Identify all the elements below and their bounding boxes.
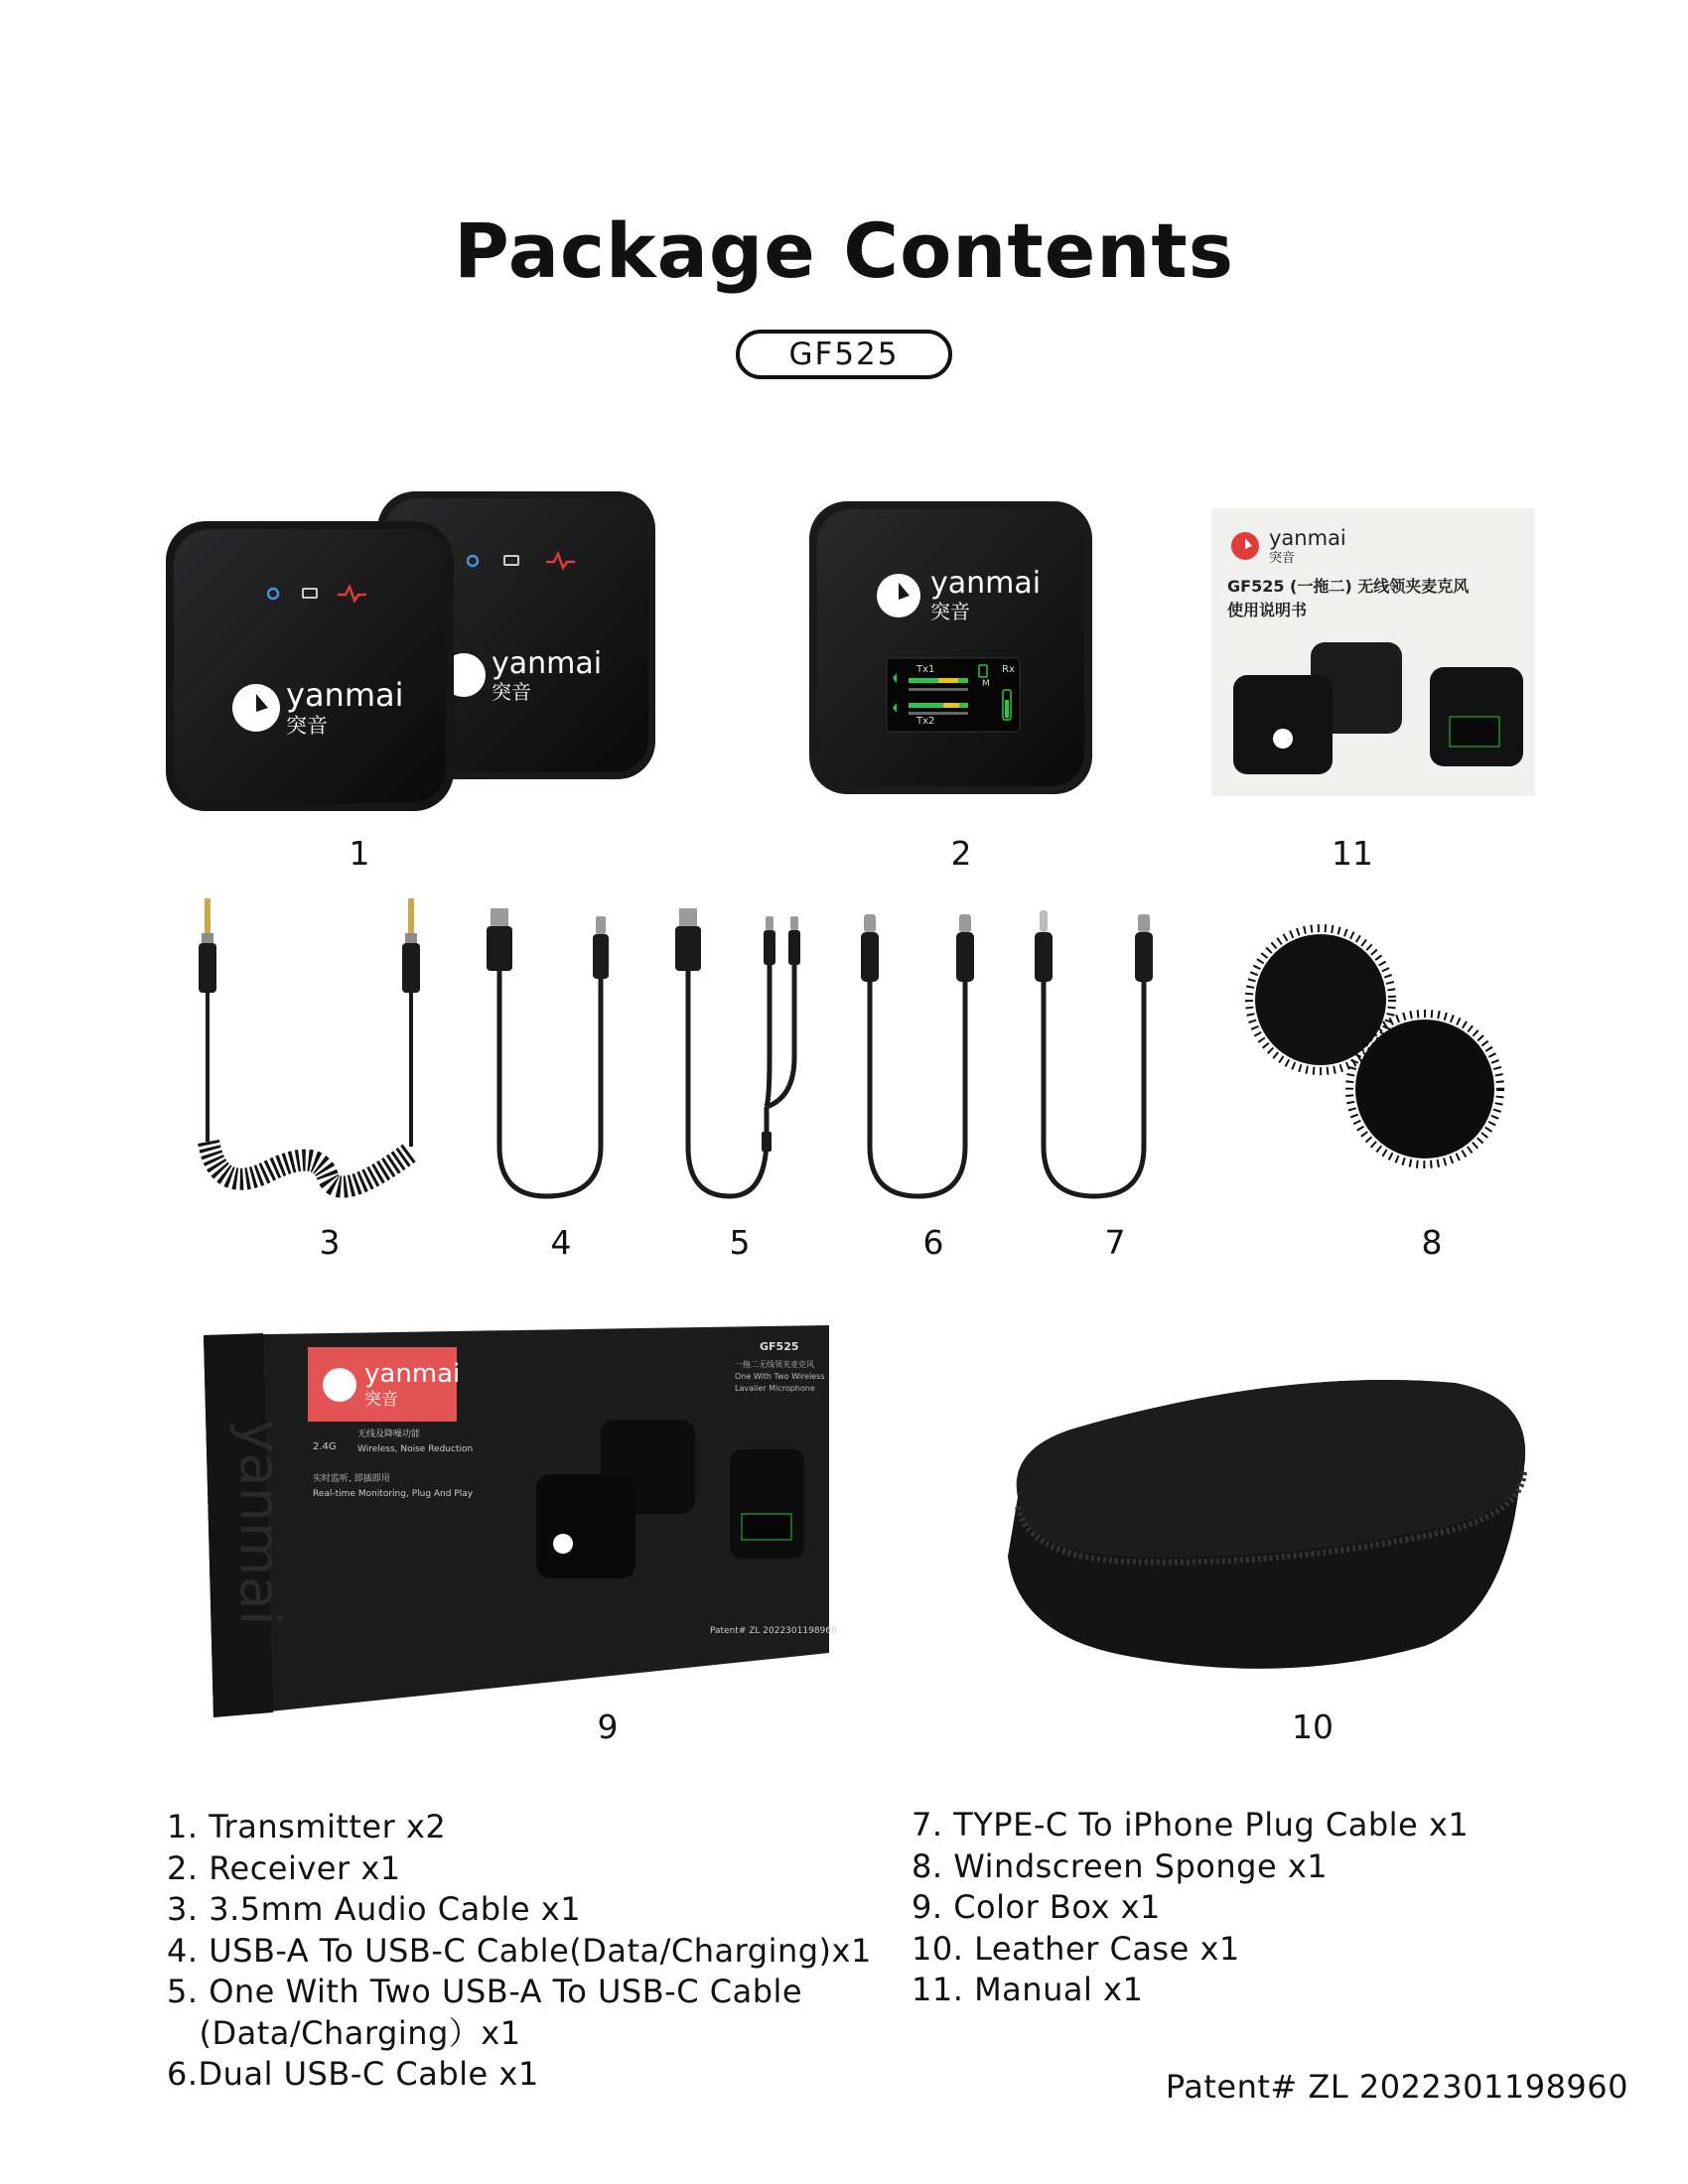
color-box-image [204,1325,837,1717]
figure-label-3: 3 [319,1223,341,1262]
list-item: 3. 3.5mm Audio Cable x1 [167,1890,582,1928]
figure-label-9: 9 [597,1707,619,1746]
manual-title: GF525 (一拖二) 无线领夹麦克风 [1227,577,1470,596]
box-feat1-cn: 无线及降噪功能 [357,1430,421,1439]
screen-mode: M [982,679,990,689]
box-desc-cn: 一拖二无线领夹麦克风 [735,1360,814,1369]
page-title: Package Contents [454,206,1234,295]
screen-tx2: Tx2 [916,716,935,727]
screen-tx1: Tx1 [916,664,935,675]
contents-list-right [912,1805,1469,2011]
list-item: 4. USB-A To USB-C Cable(Data/Charging)x1 [167,1931,872,1970]
manual-subtitle: 使用说明书 [1227,601,1308,619]
brand-text: yanmai [286,676,404,714]
brand-text: yanmai [930,566,1042,601]
list-item: 5. One With Two USB-A To USB-C Cable [167,1973,803,2010]
list-item: 6.Dual USB-C Cable x1 [167,2055,539,2093]
brand-text: yanmai [492,646,603,681]
list-item: 7. TYPE-C To iPhone Plug Cable x1 [912,1806,1470,1843]
figure-label-10: 10 [1292,1707,1334,1746]
figure-label-11: 11 [1332,834,1373,873]
box-feat2-cn: 实时监听, 即插即用 [313,1474,390,1484]
patent-number: Patent# ZL 2022301198960 [1165,2068,1628,2106]
box-brand: yanmai [364,1359,461,1389]
box-feat1-en: Wireless, Noise Reduction [357,1444,474,1454]
manual-image [1211,508,1535,796]
figure-label-8: 8 [1421,1223,1443,1262]
list-item: 9. Color Box x1 [912,1888,1161,1926]
figure-label-5: 5 [729,1223,751,1262]
figure-label-1: 1 [349,834,370,873]
list-item: 11. Manual x1 [912,1971,1144,2008]
list-item: 10. Leather Case x1 [912,1929,1240,1968]
brand-text-cn: 突音 [930,600,970,623]
list-item: 8. Windscreen Sponge x1 [912,1846,1329,1885]
list-item: 1. Transmitter x2 [167,1808,447,1845]
one-with-two-cable-image [675,908,809,1206]
audio-cable-image [199,898,427,1196]
brand-text-cn: 突音 [286,714,328,738]
box-desc-en-1: One With Two Wireless [735,1372,825,1381]
usb-a-to-c-cable-image [487,908,606,1206]
dual-usb-c-cable-image [859,908,978,1206]
figure-label-6: 6 [922,1223,944,1262]
list-item: (Data/Charging）x1 [167,2013,521,2052]
box-patent: Patent# ZL 2022301198960 [710,1626,837,1636]
type-c-to-iphone-cable-image [1033,908,1157,1206]
receiver-image [809,501,1097,799]
box-feat2-en: Real-time Monitoring, Plug And Play [313,1489,474,1499]
figure-label-4: 4 [550,1223,572,1262]
windscreen-sponge-image [1246,928,1504,1166]
screen-rx: Rx [1002,664,1015,675]
brand-text-cn: 突音 [492,680,531,704]
leather-case-image [988,1358,1529,1676]
list-item: 2. Receiver x1 [167,1848,401,1887]
figure-label-2: 2 [950,834,972,873]
box-side-brand: yanmai [227,1420,292,1626]
manual-brand-cn: 突音 [1269,551,1296,566]
box-brand-cn: 突音 [364,1390,398,1410]
manual-brand: yanmai [1269,526,1346,550]
figure-label-7: 7 [1104,1223,1126,1262]
transmitter-image [164,486,660,814]
contents-list-left [167,1807,872,2096]
box-feat1-tag: 2.4G [313,1441,337,1452]
box-desc-en-2: Lavalier Microphone [735,1384,815,1393]
box-model: GF525 [760,1340,799,1353]
model-badge: GF525 [736,330,952,379]
